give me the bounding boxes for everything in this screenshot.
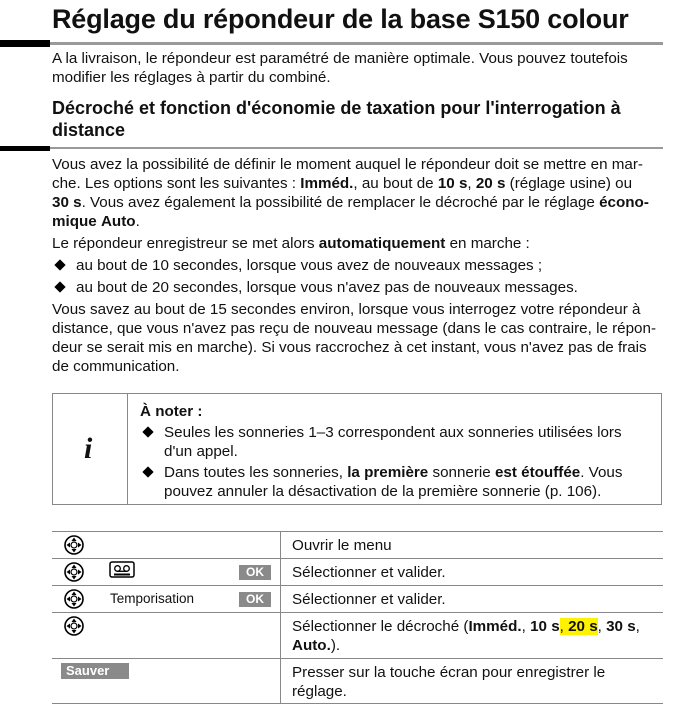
title-rule-black — [0, 40, 50, 47]
page-title: Réglage du répondeur de la base S150 colour — [52, 4, 629, 34]
answering-machine-icon — [109, 561, 135, 578]
ok-button[interactable]: OK — [239, 565, 271, 580]
navigation-key-icon — [64, 535, 84, 555]
diamond-bullet-icon — [54, 281, 65, 292]
bullet-item: au bout de 10 secondes, lorsque vous avez de nouveaux messages ; — [52, 256, 664, 275]
section-rule-black — [0, 146, 50, 151]
title-rule-gray — [50, 42, 663, 45]
ok-button[interactable]: OK — [239, 592, 271, 607]
table-row: Ouvrir le menu — [52, 531, 663, 558]
sauver-softkey[interactable]: Sauver — [61, 663, 129, 679]
table-row: Temporisation OK Sélectionner et valider. — [52, 585, 663, 612]
diamond-bullet-icon — [142, 426, 153, 437]
navigation-key-icon — [64, 589, 84, 609]
section-rule-gray — [50, 147, 663, 149]
navigation-key-icon — [64, 562, 84, 582]
diamond-bullet-icon — [142, 466, 153, 477]
section-heading: Décroché et fonction d'économie de taxation pour l'interrogation à distance — [52, 98, 621, 140]
table-row: OK Sélectionner et valider. — [52, 558, 663, 585]
body-text: Vous avez la possibilité de définir le moment auquel le répondeur doit se mettre en mar- che. Les options sont les suivantes : Imméd., au bout de 10 s, 20 s (réglage usine) ou 30 s. Vous avez également la possibilité de remplacer le décroché par le réglage écono- mique Auto. Le répondeur enregistreur se met alors automatiquement en marche : au bout de 10 secondes, lorsque vous avez de nouveaux messages ; au bout de 20 secondes, lorsque vous n'avez pas de nouveaux messages. Vous savez au bout de 15 secondes environ, lorsque vous interrogez votre répondeur à distance, que vous n'avez pas reçu de nouveau message (dans le cas contraire, le répon- deur se serait mis en marche). Si vous raccrochez à cet instant, vous n'avez pas de frais de communication. — [52, 155, 664, 376]
info-icon: i — [84, 432, 93, 465]
intro-paragraph: A la livraison, le répondeur est paramétré de manière optimale. Vous pouvez toutefois modifier les réglages à partir du combiné. — [52, 50, 628, 86]
navigation-key-icon — [64, 616, 84, 636]
diamond-bullet-icon — [54, 259, 65, 270]
note-content: À noter : Seules les sonneries 1–3 correspondent aux sonneries utilisées lors d'un appel. Dans toutes les sonneries, la première sonnerie est étouffée. Vous pouvez annuler la désactivation de la première sonnerie (p. 106). — [140, 403, 623, 500]
note-divider — [127, 393, 128, 505]
menu-item-temporisation: Temporisation — [110, 591, 195, 606]
table-row: Sauver Presser sur la touche écran pour enregistrer le réglage. — [52, 658, 663, 704]
table-row: Sélectionner le décroché (Imméd., 10 s, 20 s, 30 s, Auto.). — [52, 612, 663, 658]
bullet-item: au bout de 20 secondes, lorsque vous n'avez pas de nouveaux messages. — [52, 278, 664, 297]
